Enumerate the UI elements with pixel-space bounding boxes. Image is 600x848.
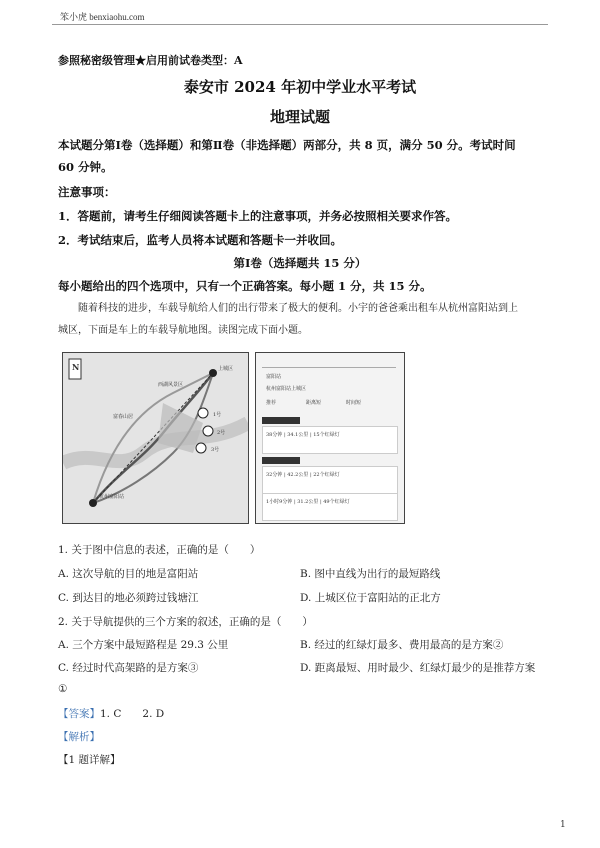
exam-meta: 参照秘密级管理★启用前试卷类型：A xyxy=(58,54,243,67)
map-label-0: 上城区 xyxy=(218,366,234,372)
map-graphic xyxy=(63,353,248,523)
detail-tag: 【1 题详解】 xyxy=(58,754,121,766)
header-divider xyxy=(52,24,548,25)
route-1-text: 38分钟 | 34.1公里 | 15个红绿灯 xyxy=(266,432,340,438)
q1-option-b: B. 图中直线为出行的最短路线 xyxy=(300,568,441,580)
map-label-3: 富春山居 xyxy=(113,414,134,420)
analysis-tag: 【解析】 xyxy=(58,731,100,743)
nav-option-fast: 时间短 xyxy=(346,400,362,406)
answer-text: 1. C 2. D xyxy=(100,708,165,720)
q2-option-d-cont: ① xyxy=(58,683,68,695)
map-label-6: 3号 xyxy=(211,447,220,453)
map-label-5: 2号 xyxy=(217,430,226,436)
route-2-text: 32分钟 | 42.2公里 | 22个红绿灯 xyxy=(266,472,340,478)
answer-line xyxy=(58,706,164,721)
nav-option-recommend: 推荐 xyxy=(266,400,277,406)
passage-line-1: 随着科技的进步，车载导航给人们的出行带来了极大的便利。小宇的爸爸乘出租车从杭州富阳站到上 xyxy=(78,303,518,314)
q1-option-d: D. 上城区位于富阳站的正北方 xyxy=(300,592,441,604)
q1-option-a: A. 这次导航的目的地是富阳站 xyxy=(58,568,199,580)
q2-option-b: B. 经过的红绿灯最多、费用最高的是方案② xyxy=(300,639,504,651)
exam-title: 泰安市 2024 年初中学业水平考试 xyxy=(183,78,417,96)
instruction: 每小题给出的四个选项中，只有一个正确答案。每小题 1 分，共 15 分。 xyxy=(58,279,432,293)
intro-line-1: 本试题分第Ⅰ卷（选择题）和第Ⅱ卷（非选择题）两部分，共 8 页，满分 50 分。考试时间 xyxy=(58,138,516,152)
intro-line-2: 60 分钟。 xyxy=(58,160,113,174)
map-label-2: 杭州富阳站 xyxy=(99,494,125,500)
section-title: 第Ⅰ卷（选择题共 15 分） xyxy=(233,256,367,270)
q2-option-d: D. 距离最短、用时最少、红绿灯最少的是推荐方案 xyxy=(300,662,536,674)
nav-tab-bar xyxy=(262,359,396,368)
note-1: 1．答题前，请考生仔细阅读答题卡上的注意事项，并务必按照相关要求作答。 xyxy=(58,209,457,223)
passage-line-2: 城区，下面是车上的车载导航地图。读图完成下面小题。 xyxy=(58,325,308,336)
note-2: 2．考试结束后，监考人员将本试题和答题卡一并收回。 xyxy=(58,233,342,247)
q1-stem: 1. 关于图中信息的表述，正确的是（ ） xyxy=(58,544,261,556)
route-1-tag xyxy=(262,417,300,424)
answer-tag: 【答案】 xyxy=(58,708,100,720)
notes-title: 注意事项： xyxy=(58,185,116,199)
nav-destination: 杭州富阳站上城区 xyxy=(266,386,307,392)
exam-subtitle: 地理试题 xyxy=(269,108,330,126)
navigation-map xyxy=(62,352,249,524)
map-label-4: 1号 xyxy=(213,412,222,418)
nav-option-short: 距离短 xyxy=(306,400,322,406)
q2-option-c: C. 经过时代高架路的是方案③ xyxy=(58,662,199,674)
q2-option-a: A. 三个方案中最短路程是 29.3 公里 xyxy=(58,639,229,651)
route-2-tag xyxy=(262,457,300,464)
navigation-panel xyxy=(255,352,405,524)
q1-option-c: C. 到达目的地必须跨过钱塘江 xyxy=(58,592,199,604)
north-arrow-label: N xyxy=(72,362,80,372)
nav-origin: 富阳站 xyxy=(266,374,282,380)
site-header: 笨小虎 benxiaohu.com xyxy=(60,12,145,22)
route-3-text: 1小时9分钟 | 31.2公里 | 49个红绿灯 xyxy=(266,499,350,505)
page-number: 1 xyxy=(560,820,566,830)
map-label-1: 西湖风景区 xyxy=(158,382,184,388)
q2-stem: 2. 关于导航提供的三个方案的叙述，正确的是（ ） xyxy=(58,616,313,628)
